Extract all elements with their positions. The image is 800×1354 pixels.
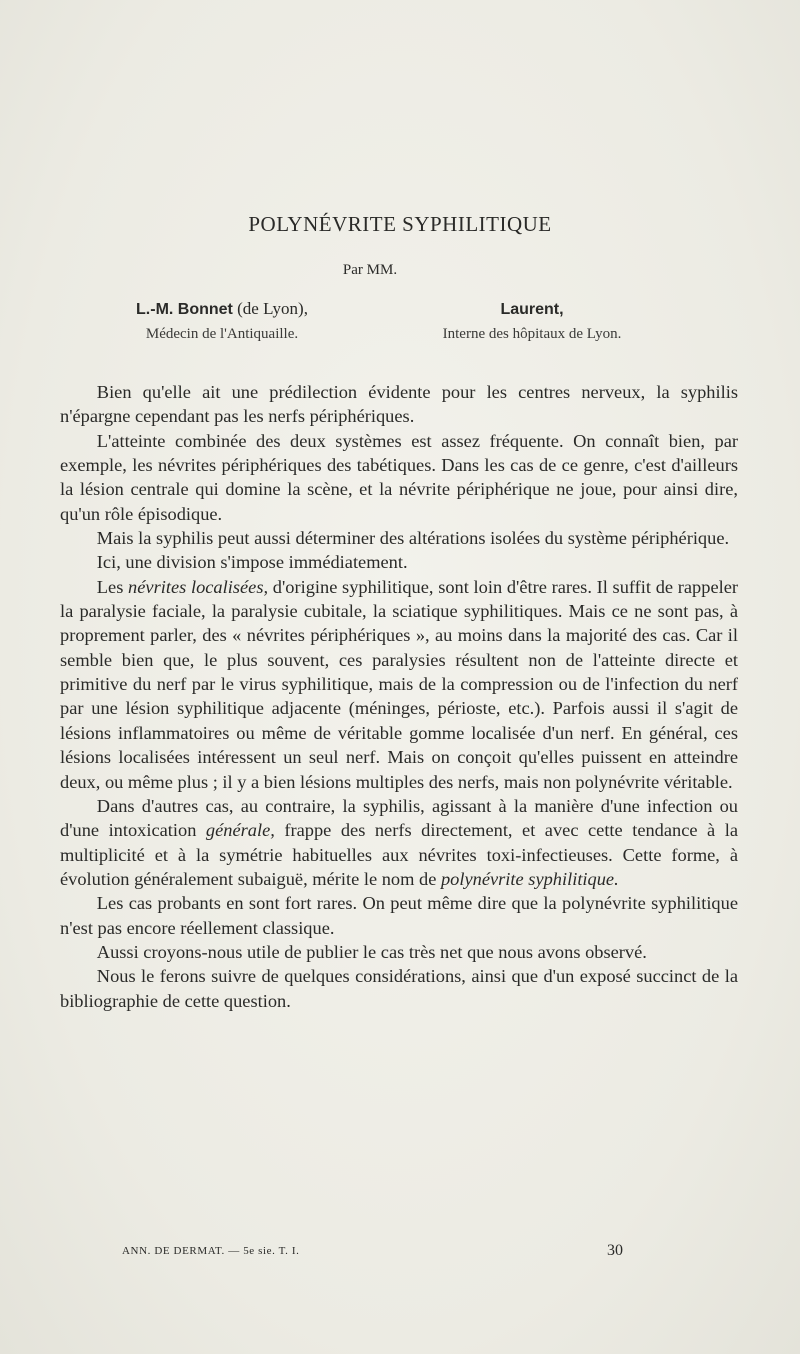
byline-par: Par MM. [342,262,398,278]
emphasis-text: générale, [205,820,275,841]
paragraph: Nous le ferons suivre de quelques considérations, ainsi que d'un exposé succinct de la bibliographie de cette question. [60,966,738,1011]
paragraph-text: frappe des nerfs directement, et avec cette tendance à la multiplicité et à la symétrie habituelles aux névrites toxi-infectieuses. Cette forme, à évolution généralement subaiguë, mérite le nom de [60,820,738,889]
paragraph: Bien qu'elle ait une prédilection évidente pour les centres nerveux, la syphilis n'épargne cependant pas les nerfs périphériques. [60,382,738,427]
author-name: Laurent, [500,301,564,318]
author-origin: (de Lyon), [237,299,308,318]
article-title: POLYNÉVRITE SYPHILITIQUE [248,212,552,236]
author-bonnet [92,297,352,346]
author-name: L.-M. Bonnet [136,301,233,318]
paragraph: L'atteinte combinée des deux systèmes est assez fréquente. On connaît bien, par exemple, les névrites périphériques des tabétiques. Dans les cas de ce genre, c'est d'ailleurs la lésion centrale qui domine la scène, et la névrite périphérique ne joue, pour ainsi dire, qu'un rôle épisodique. [60,430,738,524]
paragraph-text: d'origine syphilitique, sont loin d'être rares. Il suffit de rappeler la paralysie faciale, la paralysie cubitale, la sciatique syphilitiques. Mais ce ne sont pas, à proprement parler, des « névrites périphériques », au moins dans la majorité des cas. Car il semble bien que, le plus souvent, ces paralysies résultent non de l'atteinte directe et primitive du nerf par le virus syphilitique, mais de la compression ou de l'infection du nerf par une lésion syphilitique adjacente (méninges, périoste, etc.). Parfois aussi il s'agit de lésions inflammatoires ou même de véritable gomme localisée d'un nerf. En général, ces lésions localisées intéressent un seul nerf. Mais on conçoit qu'elles puissent en atteindre deux, ou même plus ; il y a bien lésions multiples des nerfs, mais non polynévrite véritable. [60,576,738,792]
paragraph: Aussi croyons-nous utile de publier le cas très net que nous avons observé. [96,941,647,962]
paragraph [60,575,738,794]
author-laurent [392,297,672,346]
author-role: Interne des hôpitaux de Lyon. [442,326,622,342]
paragraph: Mais la syphilis peut aussi déterminer des altérations isolées du système périphérique. [96,528,730,549]
paragraph: Ici, une division s'impose immédiatement. [96,552,408,573]
emphasis-text: névrites localisées, [128,576,269,597]
article-body [60,380,738,1013]
paragraph-text: Dans d'autres cas, au contraire, la syphilis, agissant à la manière d'une infection ou d'une intoxication [60,795,738,841]
author-role: Médecin de l'Antiquaille. [145,326,299,342]
emphasis-text: polynévrite syphilitique. [440,868,619,889]
paragraph: Les cas probants en sont fort rares. On peut même dire que la polynévrite syphilitique n'est pas encore réellement classique. [60,893,738,938]
paragraph [60,794,738,891]
running-footer: ANN. DE DERMAT. — 5e sie. T. I. [122,1245,300,1257]
paragraph-text: Les [96,576,129,597]
page-number: 30 [607,1242,623,1259]
author-name-line [392,297,672,322]
author-name-line [92,297,352,322]
